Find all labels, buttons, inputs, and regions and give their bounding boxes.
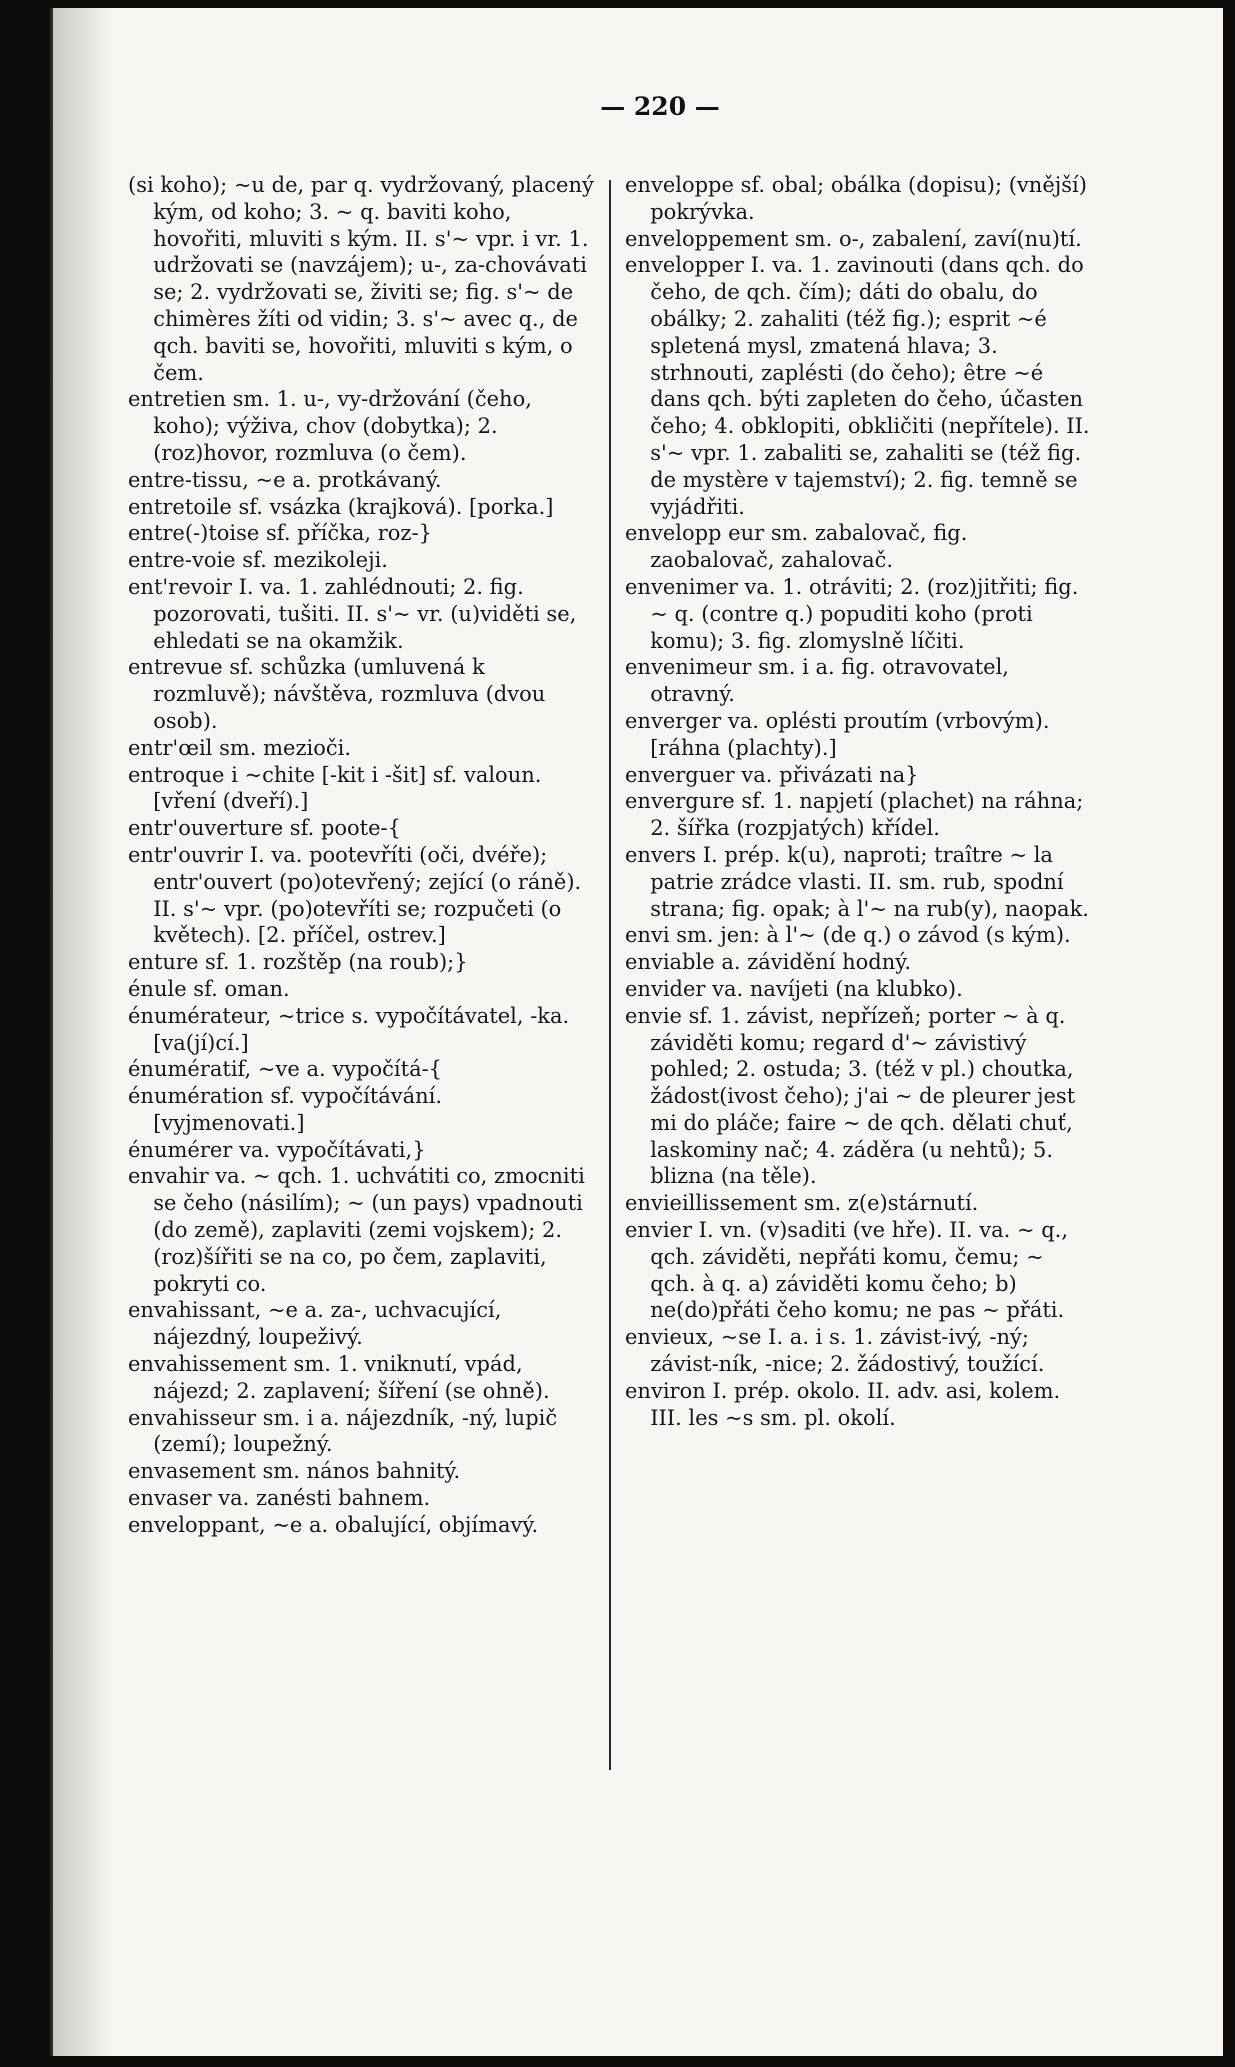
dictionary-entry: envieux, ~se I. a. i s. 1. závist-ivý, -ný; závist-ník, -nice; 2. žádostivý, toužící. [625, 1325, 1045, 1377]
dictionary-entry: envelopp eur sm. zabalovač, fig. zaobalovač, zahalovač. [625, 521, 968, 573]
dictionary-entry: entrevue sf. schůzka (umluvená k rozmluvě); návštěva, rozmluva (dvou osob). [128, 655, 546, 733]
dictionary-entry: envenimeur sm. i a. fig. otravovatel, otravný. [625, 655, 1009, 707]
dictionary-entry: envahir va. ~ qch. 1. uchvátiti co, zmocniti se čeho (násilím); ~ (un pays) vpadnouti (do země), zaplaviti (zemi vojskem); 2. (roz)šířiti se na co, po čem, zaplaviti, pokryti co. [128, 1164, 585, 1296]
dictionary-entry: envahissant, ~e a. za-, uchvacující, nájezdný, loupeživý. [128, 1298, 502, 1350]
dictionary-entry: envelopper I. va. 1. zavinouti (dans qch. do čeho, de qch. čím); dáti do obalu, do obálky; 2. zahaliti (též fig.); esprit ~é spletená mysl, zmatená hlava; 3. strhnouti, zaplésti (do čeho); être ~é dans qch. býti zapleten do čeho, účasten čeho; 4. obklopiti, obkličiti (nepřítele). II. s'~ vpr. 1. zabaliti se, zahaliti se (též fig. de mystère v tajemství); 2. fig. temně se vyjádřiti. [625, 253, 1090, 519]
dictionary-entry: entr'ouverture sf. poote-{ [128, 816, 402, 841]
dictionary-entry: envi sm. jen: à l'~ (de q.) o závod (s kým). [625, 923, 1071, 948]
dictionary-entry: enviable a. závidění hodný. [625, 950, 912, 975]
dictionary-entry: énumérateur, ~trice s. vypočítávatel, -ka. [va(jí)cí.] [128, 1003, 570, 1055]
dictionary-entry: entre-tissu, ~e a. protkávaný. [128, 467, 442, 492]
dictionary-entry: entretoile sf. vsázka (krajková). [porka.] [128, 494, 554, 519]
dictionary-entry: envenimer va. 1. otráviti; 2. (roz)jitřiti; fig. ~ q. (contre q.) popuditi koho (proti komu); 3. fig. zlomyslně líčiti. [625, 574, 1079, 653]
dictionary-entry: envier I. vn. (v)saditi (ve hře). II. va. ~ q., qch. záviděti, nepřáti komu, čemu; ~ qch. à q. a) záviděti komu čeho; b) ne(do)přáti čeho komu; ne pas ~ přáti. [625, 1218, 1069, 1323]
dictionary-entry: envergure sf. 1. napjetí (plachet) na ráhna; 2. šířka (rozpjatých) křídel. [625, 789, 1084, 841]
dictionary-entry: envider va. navíjeti (na klubko). [625, 976, 963, 1001]
dictionary-entry: entr'ouvrir I. va. pootevříti (oči, dvéře); entr'ouvert (po)otevřený; zející (o ráně). II. s'~ vpr. (po)otevříti se; rozpučeti (o květech). [2. příčel, ostrev.] [128, 842, 582, 948]
dictionary-entry: (si koho); ~u de, par q. vydržovaný, placený kým, od koho; 3. ~ q. baviti koho, hovořiti, mluviti s kým. II. s'~ vpr. i vr. 1. udržovati se (navzájem); u-, za-chovávati se; 2. vydržovati se, živiti se; fig. s'~ de chimères žíti od vidin; 3. s'~ avec q., de qch. baviti se, hovořiti, mluviti s kým, o čem. [128, 173, 594, 385]
dictionary-entry: entr'œil sm. mezioči. [128, 735, 352, 760]
dictionary-entry: envahisseur sm. i a. nájezdník, -ný, lupič (zemí); loupežný. [128, 1405, 558, 1457]
dictionary-entry: envie sf. 1. závist, nepřízeň; porter ~ à q. záviděti komu; regard d'~ závistivý pohled; 2. ostuda; 3. (též v pl.) choutka, žádost(ivost čeho); j'ai ~ de pleurer jest mi do pláče; faire ~ de qch. dělati chuť, laskominy nač; 4. záděra (u nehtů); 5. blizna (na těle). [625, 1003, 1076, 1189]
dictionary-entry: enveloppement sm. o-, zabalení, zaví(nu)tí. [625, 226, 1082, 251]
dictionary-entry: énumératif, ~ve a. vypočítá-{ [128, 1057, 443, 1082]
left-column [128, 172, 598, 1539]
dictionary-entry: enveloppe sf. obal; obálka (dopisu); (vnější) pokrývka. [625, 173, 1087, 224]
right-column [625, 172, 1095, 1431]
dictionary-entry: entroque i ~chite [-kit i -šit] sf. valoun. [vření (dveří).] [128, 762, 542, 814]
dictionary-entry: enverger va. oplésti proutím (vrbovým). [ráhna (plachty).] [625, 708, 1050, 760]
dictionary-entry: énumération sf. vypočítávání. [vyjmenovati.] [128, 1084, 443, 1135]
page-number: — 220 — [600, 92, 720, 121]
dictionary-entry: envieillissement sm. z(e)stárnutí. [625, 1191, 979, 1216]
dictionary-entry: envahissement sm. 1. vniknutí, vpád, nájezd; 2. zaplavení; šíření (se ohně). [128, 1352, 550, 1403]
dictionary-entry: envasement sm. nános bahnitý. [128, 1459, 461, 1484]
dictionary-entry: énumérer va. vypočítávati,} [128, 1137, 426, 1162]
dictionary-entry: envers I. prép. k(u), naproti; traître ~ la patrie zrádce vlasti. II. sm. rub, spodní strana; fig. opak; à l'~ na rub(y), naopak. [625, 842, 1089, 921]
dictionary-entry: entre(-)toise sf. příčka, roz-} [128, 521, 432, 546]
dictionary-entry: entretien sm. 1. u-, vy-držování (čeho, koho); výživa, chov (dobytka); 2. (roz)hovor, rozmluva (o čem). [128, 387, 532, 465]
dictionary-entry: enverguer va. přivázati na} [625, 762, 919, 787]
dictionary-entry: enveloppant, ~e a. obalující, objímavý. [128, 1512, 539, 1537]
page-gutter-shadow [53, 8, 113, 2056]
dictionary-entry: entre-voie sf. mezikoleji. [128, 548, 388, 573]
column-divider [609, 180, 611, 1770]
dictionary-entry: enture sf. 1. rozštěp (na roub);} [128, 950, 468, 975]
dictionary-entry: envaser va. zanésti bahnem. [128, 1486, 431, 1511]
dictionary-entry: ent'revoir I. va. 1. zahlédnouti; 2. fig. pozorovati, tušiti. II. s'~ vr. (u)viděti se, ehledati se na okamžik. [128, 574, 577, 653]
dictionary-entry: environ I. prép. okolo. II. adv. asi, kolem. III. les ~s sm. pl. okolí. [625, 1378, 1061, 1430]
dictionary-entry: énule sf. oman. [128, 976, 290, 1001]
